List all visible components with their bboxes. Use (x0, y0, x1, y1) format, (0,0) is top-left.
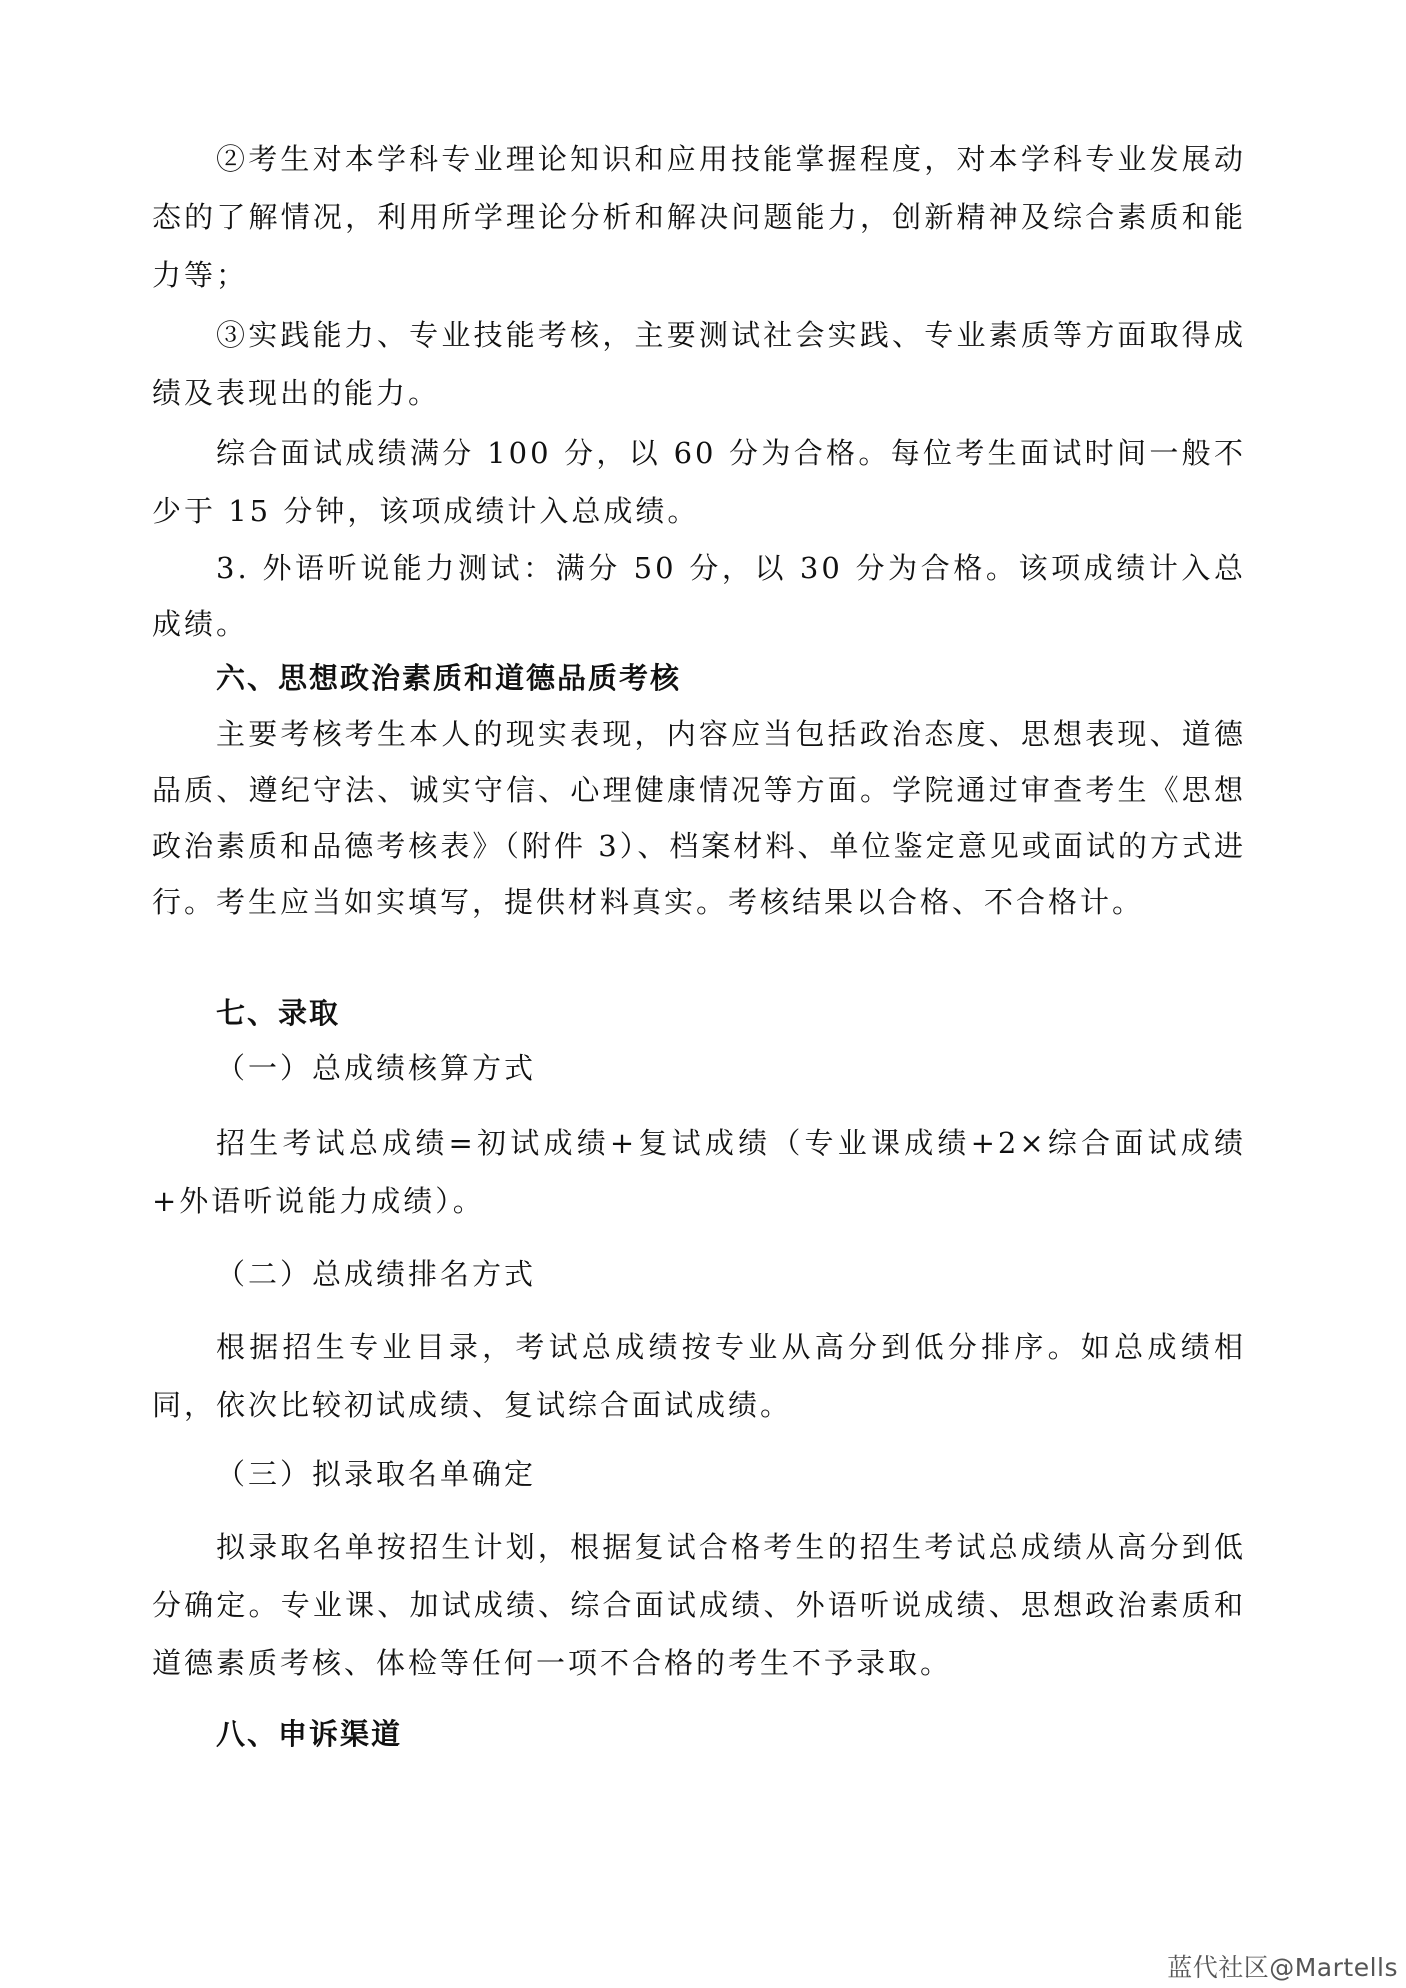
paragraph-ranking-method: 根据招生专业目录，考试总成绩按专业从高分到低分排序。如总成绩相同，依次比较初试成绩、复试综合面试成绩。 (152, 1330, 1246, 1422)
paragraph-interview-content-3: ③实践能力、专业技能考核，主要测试社会实践、专业素质等方面取得成绩及表现出的能力。 (152, 318, 1246, 410)
paragraph-language-test: 3. 外语听说能力测试：满分 50 分，以 30 分为合格。该项成绩计入总成绩。 (152, 551, 1246, 641)
paragraph-interview-score: 综合面试成绩满分 100 分，以 60 分为合格。每位考生面试时间一般不少于 15 分钟，该项成绩计入总成绩。 (152, 436, 1246, 528)
paragraph-political-review: 主要考核考生本人的现实表现，内容应当包括政治态度、思想表现、道德品质、遵纪守法、诚实守信、心理健康情况等方面。学院通过审查考生《思想政治素质和品德考核表》（附件 3）、档案材料、单位鉴定意见或面试的方式进行。考生应当如实填写，提供材料真实。考核结果以合格、不合格计。 (152, 717, 1246, 919)
section-heading-political-review: 六、思想政治素质和道德品质考核 (216, 661, 682, 695)
paragraph-admission-list: 拟录取名单按招生计划，根据复试合格考生的招生考试总成绩从高分到低分确定。专业课、加试成绩、综合面试成绩、外语听说成绩、思想政治素质和道德素质考核、体检等任何一项不合格的考生不予录取。 (152, 1530, 1246, 1680)
section-heading-appeals: 八、申诉渠道 (216, 1717, 403, 1751)
section-heading-admission: 七、录取 (216, 996, 341, 1030)
subheading-score-calculation: （一）总成绩核算方式 (216, 1051, 537, 1085)
subheading-ranking-method: （二）总成绩排名方式 (216, 1257, 537, 1291)
watermark-text: 蓝代社区@Martells (1167, 1953, 1398, 1982)
paragraph-score-formula: 招生考试总成绩=初试成绩+复试成绩（专业课成绩+2×综合面试成绩+外语听说能力成绩）。 (152, 1126, 1246, 1218)
paragraph-interview-content-2: ②考生对本学科专业理论知识和应用技能掌握程度，对本学科专业发展动态的了解情况，利用所学理论分析和解决问题能力，创新精神及综合素质和能力等； (152, 142, 1246, 292)
subheading-admission-list: （三）拟录取名单确定 (216, 1457, 537, 1491)
